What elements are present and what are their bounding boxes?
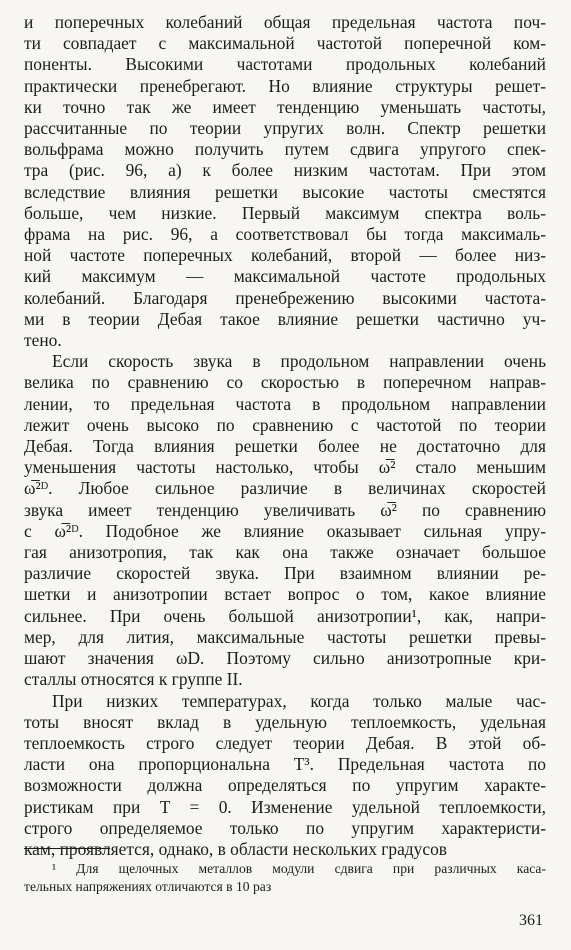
page-number: 361 xyxy=(519,912,543,929)
text-line: шетки и анизотропии встает вопрос о том, какое влияние xyxy=(24,584,546,605)
text-line: Дебая. Тогда влияния решетки более не достаточно для xyxy=(24,436,546,457)
text-line: уменьшения частоты настолько, чтобы ω̅² стало меньшим xyxy=(24,457,546,478)
text-line: мер, для лития, максимальные частоты решетки превы- xyxy=(24,626,546,647)
text-line: поненты. Высокими частотами продольных колебаний xyxy=(24,54,546,75)
text-line: фрама на рис. 96, а соответствовал бы тогда максималь- xyxy=(24,224,546,245)
footnote-line: тельных напряжениях отличаются в 10 раз xyxy=(24,879,272,894)
text-line: тоты вносят вклад в удельную теплоемкость, удельная xyxy=(24,711,546,732)
text-line: возможности должна определяться по упругим характе- xyxy=(24,775,546,796)
text-line: с ω̅²ᴰ. Подобное же влияние оказывает сильная упру- xyxy=(24,520,546,541)
text-line: ной частоте поперечных колебаний, второй — более низ- xyxy=(24,245,546,266)
text-line: При низких температурах, когда только малые час- xyxy=(52,690,546,711)
text-line: кам, проявляется, однако, в области нескольких градусов xyxy=(24,838,447,859)
text-line: шают значения ωD. Поэтому сильно анизотропные кри- xyxy=(24,648,546,669)
text-line: сталлы относятся к группе II. xyxy=(24,669,243,690)
text-line: ки точно так же имеет тенденцию уменьшать частоты, xyxy=(24,96,546,117)
text-line: звука имеет тенденцию увеличивать ω̅² по сравнению xyxy=(24,499,546,520)
text-line: ласти она пропорциональна T³. Предельная частота по xyxy=(24,754,546,775)
paragraph xyxy=(24,351,546,690)
text-line: ристикам при T = 0. Изменение удельной теплоемкости, xyxy=(24,796,546,817)
text-line: тено. xyxy=(24,330,62,351)
footnote-separator xyxy=(24,848,110,849)
text-line: тра (рис. 96, а) к более низким частотам. При этом xyxy=(24,160,546,181)
footnote xyxy=(24,860,546,896)
text-line: Если скорость звука в продольном направлении очень xyxy=(52,351,546,372)
text-line: сильнее. При очень большой анизотропии¹, как, напри- xyxy=(24,605,546,626)
text-line: кий максимум — максимальной частоте продольных xyxy=(24,266,546,287)
body-text xyxy=(24,12,546,860)
text-line: ми в теории Дебая такое влияние решетки частично уч- xyxy=(24,308,546,329)
text-line: строго определяемое только по упругим характеристи- xyxy=(24,817,546,838)
text-line: ти совпадает с максимальной частотой поперечной ком- xyxy=(24,33,546,54)
text-line: больше, чем низкие. Первый максимум спектра воль- xyxy=(24,202,546,223)
text-line: лежит очень высоко по сравнению с частотой по теории xyxy=(24,414,546,435)
paragraph xyxy=(24,12,546,351)
text-line: и поперечных колебаний общая предельная частота поч- xyxy=(24,12,546,32)
text-line: велика по сравнению со скоростью в поперечном направ- xyxy=(24,372,546,393)
text-line: вследствие влияния решетки высокие частоты сместятся xyxy=(24,181,546,202)
text-line: колебаний. Благодаря пренебрежению высокими частота- xyxy=(24,287,546,308)
text-line: ω̅²ᴰ. Любое сильное различие в величинах скоростей xyxy=(24,478,546,499)
text-line: вольфрама можно получить путем сдвига упругого спек- xyxy=(24,139,546,160)
footnote-line: ¹ Для щелочных металлов модули сдвига при различных каса- xyxy=(52,861,546,876)
text-line: различие скоростей звука. При взаимном влиянии ре- xyxy=(24,563,546,584)
paragraph xyxy=(24,691,546,861)
text-line: гая анизотропия, так как она также означает большое xyxy=(24,542,546,563)
text-line: практически пренебрегают. Но влияние структуры решет- xyxy=(24,75,546,96)
text-line: рассчитанные по теории упругих волн. Спектр решетки xyxy=(24,118,546,139)
text-line: теплоемкость строго следует теории Дебая. В этой об- xyxy=(24,732,546,753)
text-line: лении, то предельная частота в продольном направлении xyxy=(24,393,546,414)
